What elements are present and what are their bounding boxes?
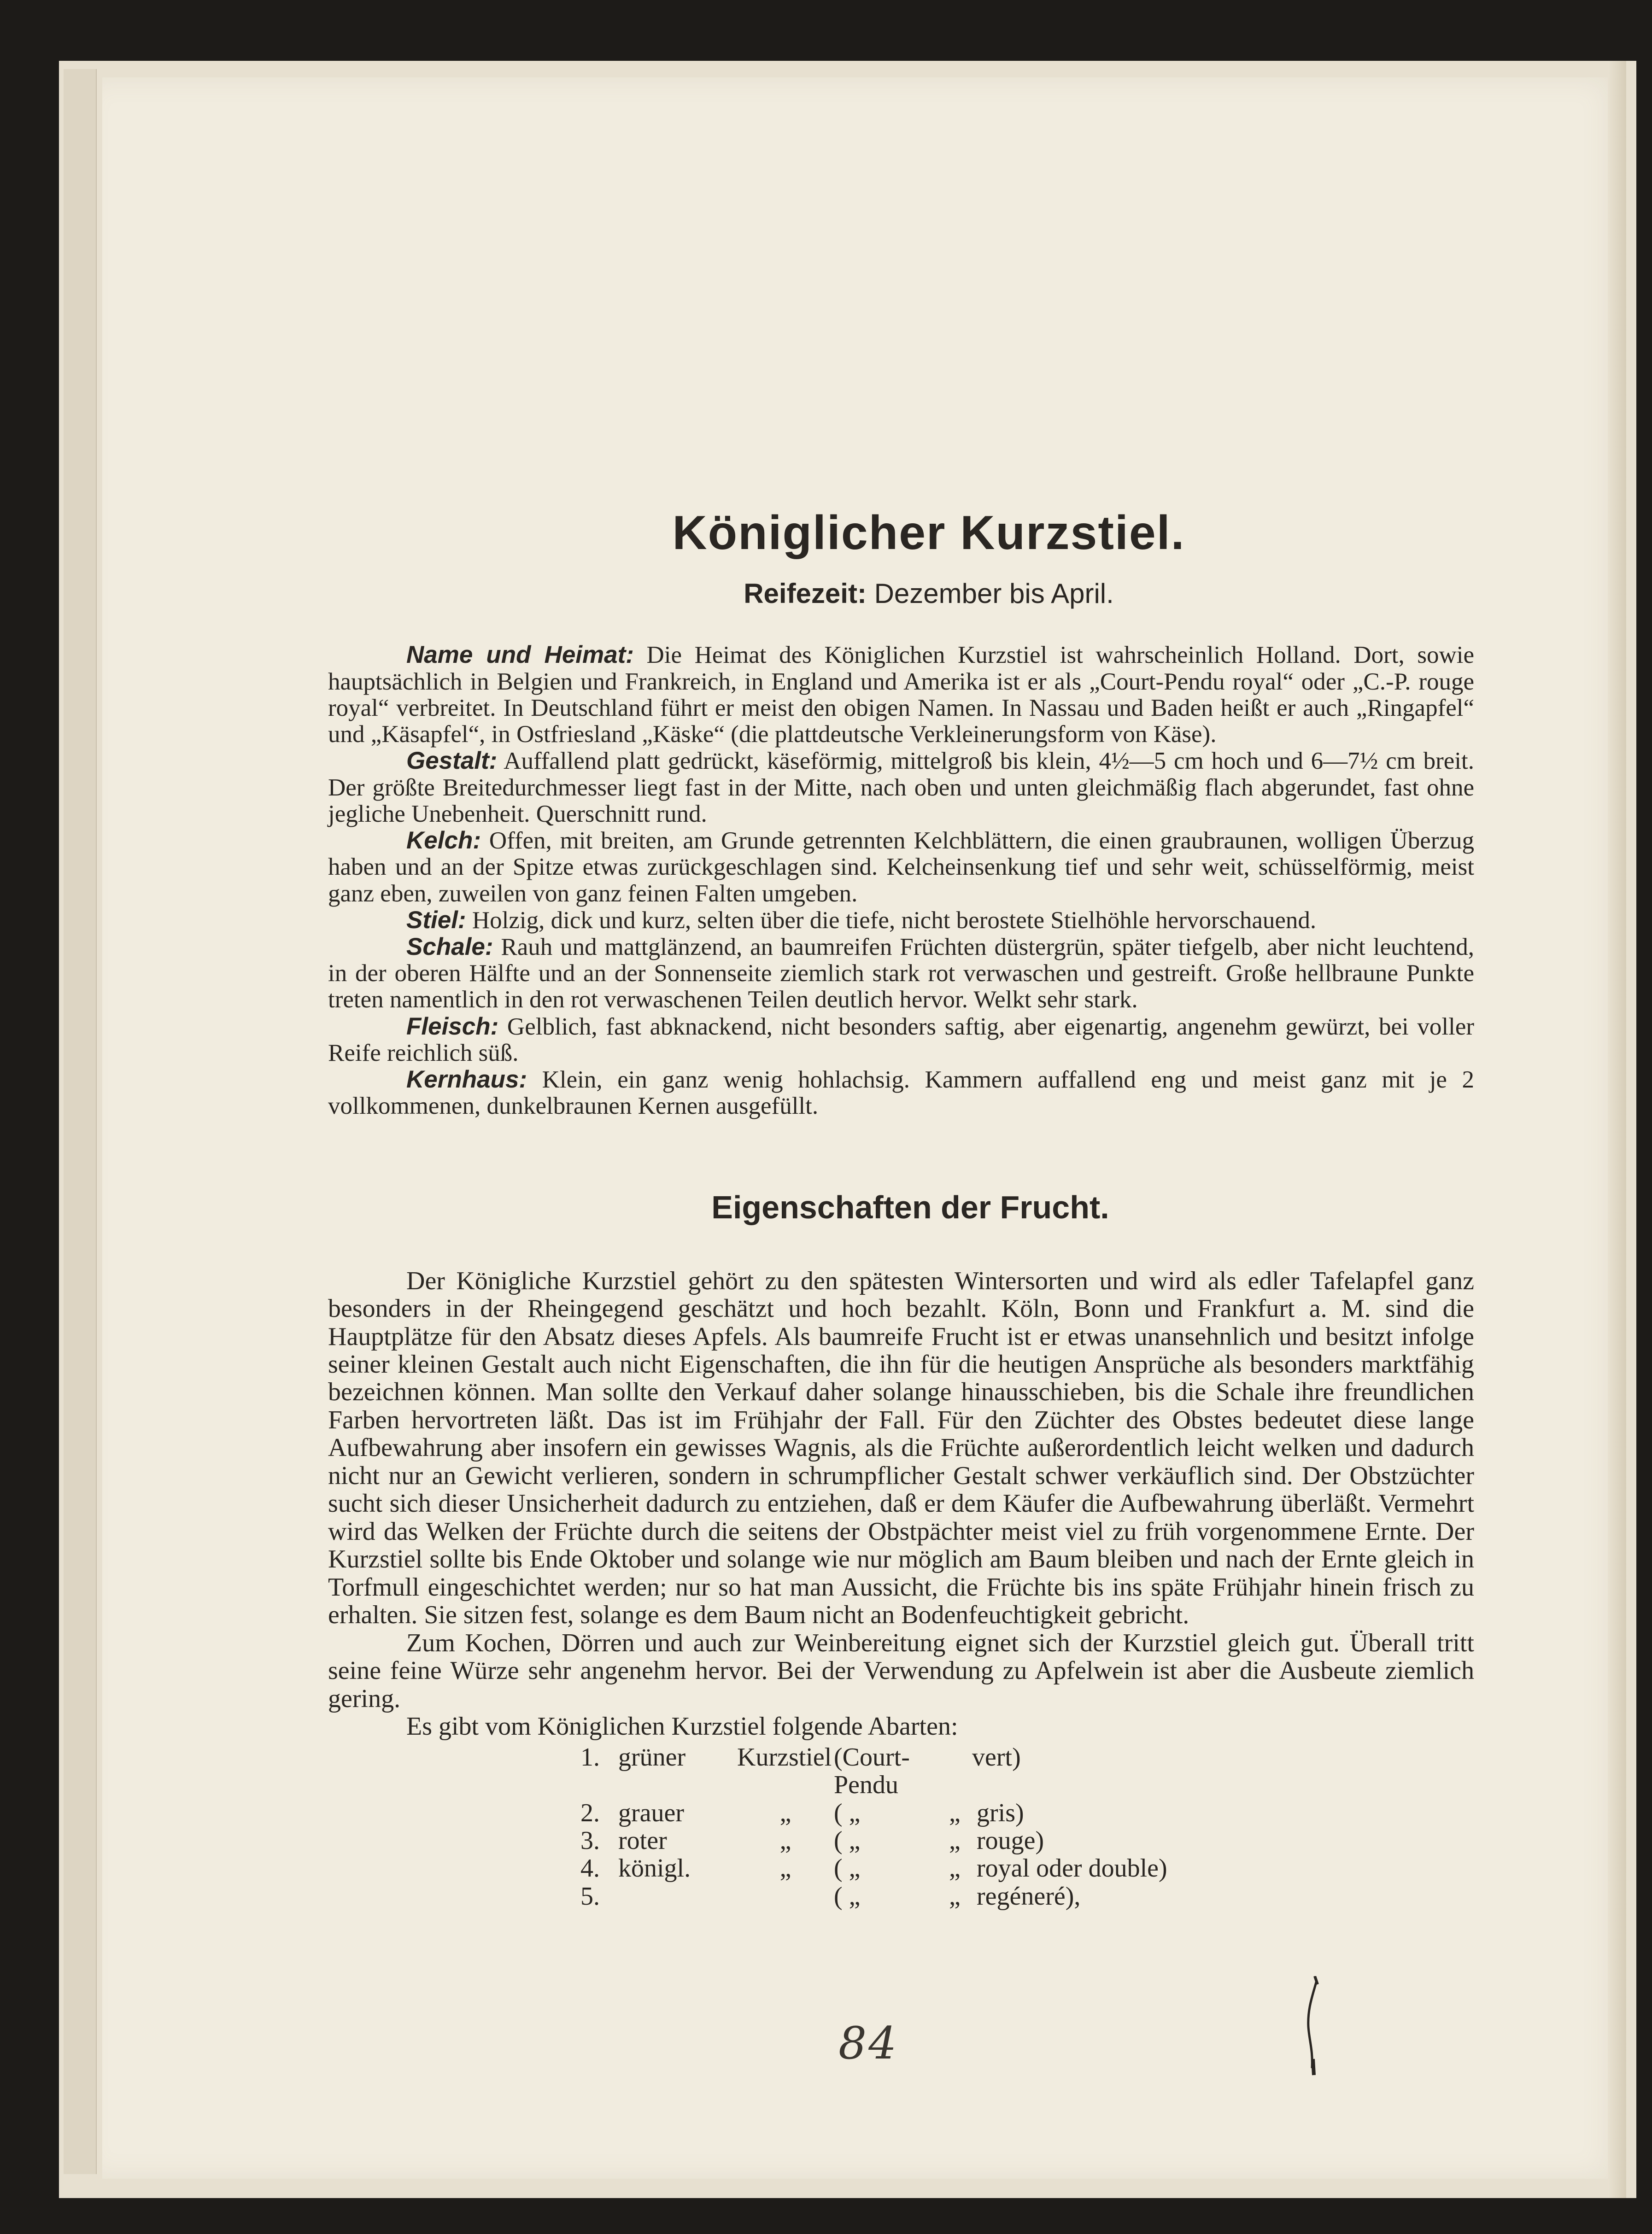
description-item: Fleisch: Gelblich, fast abknackend, nicht besonders saftig, aber eigenartig, angenehm gewürzt, bei voller Reife reichlich süß. (328, 1012, 1474, 1066)
page-number: 84 (838, 2018, 899, 2069)
variant-item: 1. grüner Kurzstiel (Court-Pendu vert) (580, 1743, 1021, 1800)
reifezeit-label: Reifezeit: (744, 578, 867, 609)
variant-item: 3. roter „ ( „ „ rouge) (580, 1826, 1044, 1855)
variant-item: 4. königl. „ ( „ „ royal oder double) (580, 1854, 1167, 1883)
description-item: Name und Heimat: Die Heimat des Königlichen Kurzstiel ist wahrscheinlich Holland. Dort, sowie hauptsächlich in Belgien und Frankreich, in England und Amerika ist er als „Court-Pendu royal“ oder „C.-P. rouge royal“ verbreitet. In Deutschland führt er meist den obigen Namen. In Nassau und Baden heißt er auch „Ringapfel“ und „Käsapfel“, in Ostfriesland „Käske“ (die plattdeutsche Verkleinerungsform von Käse). (328, 641, 1474, 748)
term: Kelch: (406, 827, 481, 854)
paragraph: Es gibt vom Königlichen Kurzstiel folgende Abarten: (406, 1712, 958, 1741)
description-item: Stiel: Holzig, dick und kurz, selten über die tiefe, nicht berostete Stielhöhle hervorschauend. (406, 906, 1317, 934)
paragraph: Der Königliche Kurzstiel gehört zu den spätesten Wintersorten und wird als edler Tafelapfel ganz besonders in der Rheingegend geschätzt und hoch bezahlt. Köln, Bonn und Frankfurt a. M. sind die Hauptplätze für den Absatz dieses Apfels. Als baumreife Frucht ist er etwas unansehnlich und besitzt infolge seiner kleinen Gestalt auch nicht Eigenschaften, die ihn für die heutigen Ansprüche als besonders marktfähig bezeichnen können. Man sollte den Verkauf daher solange hinausschieben, bis die Schale ihre freundlichen Farben hervortreten läßt. Das ist im Frühjahr der Fall. Für den Züchter des Obstes bedeutet diese lange Aufbewahrung aber insofern ein gewisses Wagnis, als die Früchte außerordentlich leicht welken und dadurch nicht nur an Gewicht verlieren, sondern in schrumpflicher Gestalt schwer verkäuflich sind. Der Obstzüchter sucht sich dieser Unsicherheit dadurch zu entziehen, daß er dem Käufer die Aufbewahrung überläßt. Vermehrt wird das Welken der Früchte durch die seitens der Obstpächter meist viel zu früh vorgenommene Ernte. Der Kurzstiel sollte bis Ende Oktober und solange wie nur möglich am Baum bleiben und nach der Ernte gleich in Torfmull eingeschichtet werden; nur so hat man Aussicht, die Früchte bis ins späte Frühjahr hinein frisch zu erhalten. Sie sitzen fest, solange es dem Baum nicht an Bodenfeuchtigkeit gebricht. (328, 1266, 1474, 1630)
variant-item: 2. grauer „ ( „ „ gris) (580, 1798, 1024, 1827)
section-title: Eigenschaften der Frucht. (711, 1189, 1109, 1225)
page-edge (64, 69, 97, 2174)
term: Fleisch: (406, 1012, 499, 1040)
term: Stiel: (406, 906, 466, 934)
term: Kernhaus: (406, 1066, 527, 1094)
term: Name und Heimat: (406, 641, 634, 669)
page-title: Königlicher Kurzstiel. (672, 506, 1185, 560)
description-item: Schale: Rauh und mattglänzend, an baumreifen Früchten düstergrün, später tiefgelb, aber nicht leuchtend, in der oberen Hälfte und an der Sonnenseite ziemlich stark rot verwaschen und gestreift. Große hellbraune Punkte treten namentlich in den rot verwaschenen Teilen deutlich hervor. Welkt sehr stark. (328, 933, 1474, 1013)
term: Schale: (406, 933, 493, 960)
description-item: Kelch: Offen, mit breiten, am Grunde getrennten Kelchblättern, die einen graubraunen, wolligen Überzug haben und an der Spitze etwas zurückgeschlagen sind. Kelcheinsenkung tief und sehr weit, schüsselförmig, meist ganz eben, zuweilen von ganz feinen Falten umgeben. (328, 827, 1474, 907)
description (328, 642, 1474, 1119)
properties-text (328, 1267, 1474, 1741)
page-right-edge (1608, 61, 1626, 2198)
reifezeit-value: Dezember bis April. (874, 578, 1114, 609)
content (328, 507, 1474, 1910)
reifezeit (328, 578, 1474, 609)
pencil-mark-icon (1304, 1976, 1322, 2077)
description-item: Gestalt: Auffallend platt gedrückt, käseförmig, mittelgroß bis klein, 4½—5 cm hoch und 6—7½ cm breit. Der größte Breitedurchmesser liegt fast in der Mitte, nach oben und unten gleichmäßig flach abgerundet, fast ohne jegliche Unebenheit. Querschnitt rund. (328, 747, 1474, 827)
term: Gestalt: (406, 747, 498, 775)
variant-list (580, 1743, 1474, 1911)
description-item: Kernhaus: Klein, ein ganz wenig hohlachsig. Kammern auffallend eng und meist ganz mit je 2 vollkommenen, dunkelbraunen Kernen ausgefüllt. (328, 1066, 1474, 1120)
paragraph: Zum Kochen, Dörren und auch zur Weinbereitung eignet sich der Kurzstiel gleich gut. Überall tritt seine feine Würze sehr angenehm hervor. Bei der Verwendung zu Apfelwein ist aber die Ausbeute ziemlich gering. (328, 1628, 1474, 1713)
variant-item: 5. ( „ „ regéneré), (580, 1882, 1081, 1911)
